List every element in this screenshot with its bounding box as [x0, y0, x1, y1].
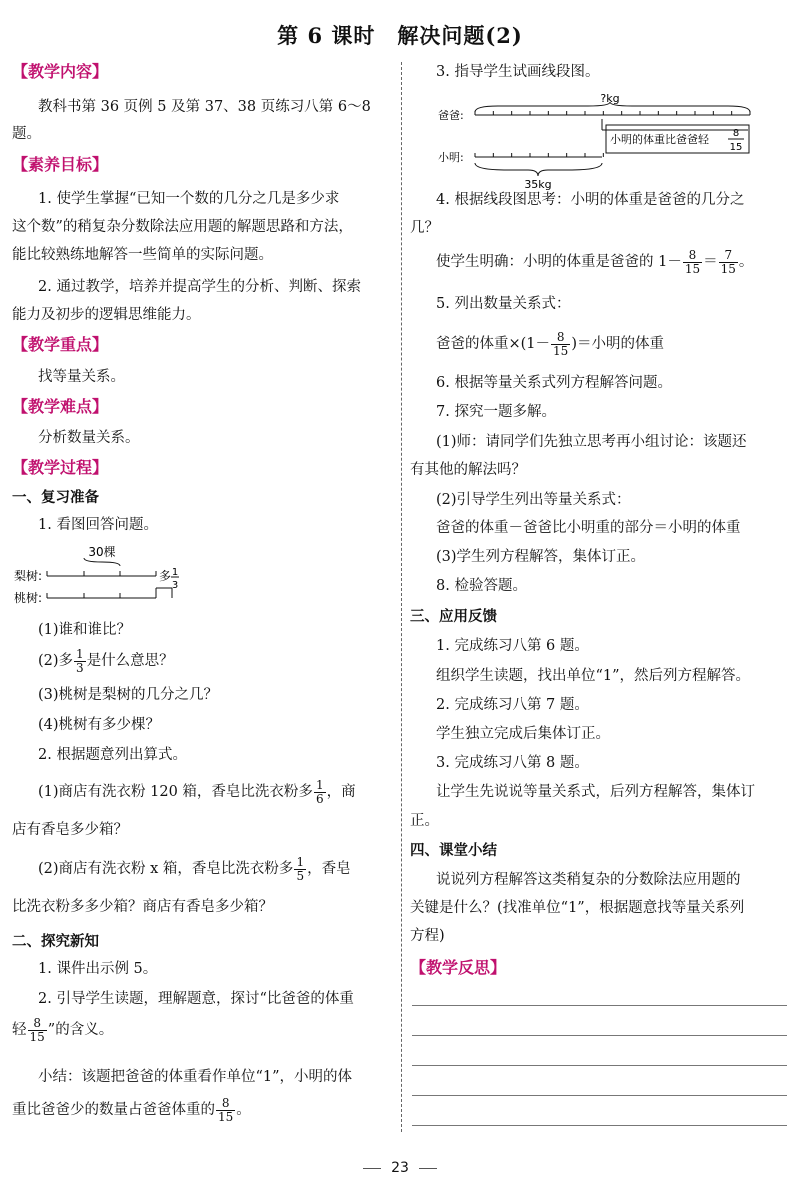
goal-text: 2. 通过教学，培养并提高学生的分析、判断、探索: [38, 279, 361, 295]
step-text: 轻 $\frac{8}{15}$ ”的含义。: [12, 1015, 114, 1044]
step-text: 正。: [410, 813, 439, 829]
step-text: 3. 完成练习八第 8 题。: [436, 755, 589, 771]
section-heading-goals: 【素养目标】: [12, 155, 109, 174]
section-heading-difficulty: 【教学难点】: [12, 397, 109, 416]
diagram-row-label-dad: 爸爸:: [438, 109, 464, 122]
fraction: $\frac{8}{15}$: [553, 329, 569, 358]
goal-text: 能力及初步的逻辑思维能力。: [12, 307, 201, 323]
tree-line-diagram: [14, 542, 184, 612]
step-text: 让学生先说说等量关系式，后列方程解答，集体订: [436, 784, 755, 800]
lesson-number: 第 6 课时: [277, 23, 376, 48]
clarify-text: 使学生明确：小明的体重是爸爸的 1－ $\frac{8}{15}$ ＝ $\frac{7}{15}$ 。: [436, 247, 754, 276]
goal-text: 1. 使学生掌握“已知一个数的几分之几是多少求: [38, 191, 340, 207]
step-text: (3)学生列方程解答，集体订正。: [436, 549, 646, 565]
column-divider: [401, 62, 402, 1132]
step-text: 几？: [410, 220, 439, 236]
lesson-title: 解决问题(2): [397, 23, 523, 48]
summary-text: 小结：该题把爸爸的体重看作单位“1”，小明的体: [38, 1069, 353, 1085]
step-text: 组织学生读题，找出单位“1”，然后列方程解答。: [436, 668, 751, 684]
fraction: $\frac{1}{3}$: [76, 646, 84, 675]
problem-text: 比洗衣粉多多少箱？商店有香皂多少箱？: [12, 899, 273, 915]
step-text: 2. 完成练习八第 7 题。: [436, 697, 589, 713]
annotation-frac-denominator: 15: [729, 142, 743, 153]
subsection-heading: 二、探究新知: [12, 934, 99, 950]
diagram-total-label: 30棵: [88, 545, 116, 559]
goal-text: 这个数”的稍复杂分数除法应用题的解题思路和方法，: [12, 219, 353, 235]
fraction: $\frac{7}{15}$: [720, 247, 736, 276]
problem-text: (2)商店有洗衣粉 x 箱，香皂比洗衣粉多 $\frac{1}{5}$ ，香皂: [38, 854, 351, 883]
step-text: (1)师：请同学们先独立思考再小组讨论：该题还: [436, 434, 747, 450]
step-text: 1. 看图回答问题。: [38, 517, 158, 533]
equation-text: 爸爸的体重－爸爸比小明重的部分＝小明的体重: [436, 520, 741, 536]
page-title: [0, 20, 800, 50]
question-text: (3)桃树是梨树的几分之几？: [38, 687, 219, 703]
writing-line[interactable]: [412, 1095, 787, 1096]
subsection-heading: 四、课堂小结: [410, 843, 497, 859]
step-text: 6. 根据等量关系式列方程解答问题。: [436, 375, 672, 391]
fraction: $\frac{1}{6}$: [315, 777, 324, 806]
annotation-text: 小明的体重比爸爸轻: [610, 133, 709, 146]
summary-text: 方程): [410, 928, 445, 944]
diagram-row-label-peach: 桃树:: [14, 591, 43, 605]
question-text: (4)桃树有多少棵？: [38, 717, 161, 733]
annotation-frac-numerator: 8: [732, 128, 740, 139]
problem-text: 店有香皂多少箱？: [12, 822, 128, 838]
section-heading-key: 【教学重点】: [12, 335, 109, 354]
diagram-frac-numerator: 1: [171, 567, 179, 578]
fraction: $\frac{8}{15}$: [29, 1015, 45, 1044]
writing-line[interactable]: [412, 1005, 787, 1006]
step-text: 4. 根据线段图思考：小明的体重是爸爸的几分之: [436, 192, 745, 208]
diagram-more-label: 多: [159, 569, 172, 583]
question-text: (1)谁和谁比？: [38, 622, 132, 638]
step-text: 2. 根据题意列出算式。: [38, 747, 187, 763]
weight-line-diagram: [438, 90, 768, 192]
diagram-known-label: 35kg: [524, 178, 552, 191]
step-text: 1. 课件出示例 5。: [38, 961, 158, 977]
step-text: 学生独立完成后集体订正。: [436, 726, 610, 742]
relation-text: 爸爸的体重×(1－ $\frac{8}{15}$ )＝小明的体重: [436, 329, 664, 358]
writing-line[interactable]: [412, 1065, 787, 1066]
fraction: $\frac{1}{5}$: [296, 854, 305, 883]
key-text: 找等量关系。: [38, 369, 125, 385]
diagram-row-label-xiaoming: 小明:: [438, 151, 464, 164]
subsection-heading: 一、复习准备: [12, 490, 99, 506]
diagram-unknown-label: ?kg: [600, 92, 620, 105]
summary-text: 关键是什么？(找准单位“1”，根据题意找等量关系列: [410, 900, 745, 916]
page-number: 23: [0, 1160, 800, 1176]
diagram-row-label-pear: 梨树:: [14, 569, 43, 583]
section-heading-process: 【教学过程】: [12, 458, 109, 477]
step-text: 5. 列出数量关系式：: [436, 296, 571, 312]
step-text: 8. 检验答题。: [436, 578, 527, 594]
diagram-brace: [84, 558, 120, 566]
summary-text: 说说列方程解答这类稍复杂的分数除法应用题的: [436, 872, 741, 888]
fraction: $\frac{8}{15}$: [218, 1095, 234, 1124]
step-text: 1. 完成练习八第 6 题。: [436, 638, 589, 654]
step-text: 3. 指导学生试画线段图。: [436, 64, 600, 80]
section-heading-reflection: 【教学反思】: [410, 958, 507, 977]
subsection-heading: 三、应用反馈: [410, 609, 497, 625]
summary-text: 重比爸爸少的数量占爸爸体重的 $\frac{8}{15}$ 。: [12, 1095, 251, 1124]
goal-text: 能比较熟练地解答一些简单的实际问题。: [12, 247, 273, 263]
content-text: 教科书第 36 页例 5 及第 37、38 页练习八第 6～8: [38, 99, 371, 115]
content-text: 题。: [12, 126, 41, 142]
diagram-frac-denominator: 3: [171, 580, 179, 591]
writing-line[interactable]: [412, 1035, 787, 1036]
step-text: 2. 引导学生读题，理解题意，探讨“比爸爸的体重: [38, 991, 354, 1007]
difficulty-text: 分析数量关系。: [38, 430, 140, 446]
diagram-bottom-brace: [475, 163, 602, 176]
step-text: 有其他的解法吗？: [410, 462, 526, 478]
writing-line[interactable]: [412, 1125, 787, 1126]
step-text: (2)引导学生列出等量关系式：: [436, 492, 631, 508]
fraction: $\frac{8}{15}$: [684, 247, 701, 276]
section-heading-content: 【教学内容】: [12, 62, 109, 81]
problem-text: (1)商店有洗衣粉 120 箱，香皂比洗衣粉多 $\frac{1}{6}$ ，商: [38, 777, 356, 806]
step-text: 7. 探究一题多解。: [436, 404, 556, 420]
question-text: (2)多 $\frac{1}{3}$ 是什么意思？: [38, 646, 174, 675]
